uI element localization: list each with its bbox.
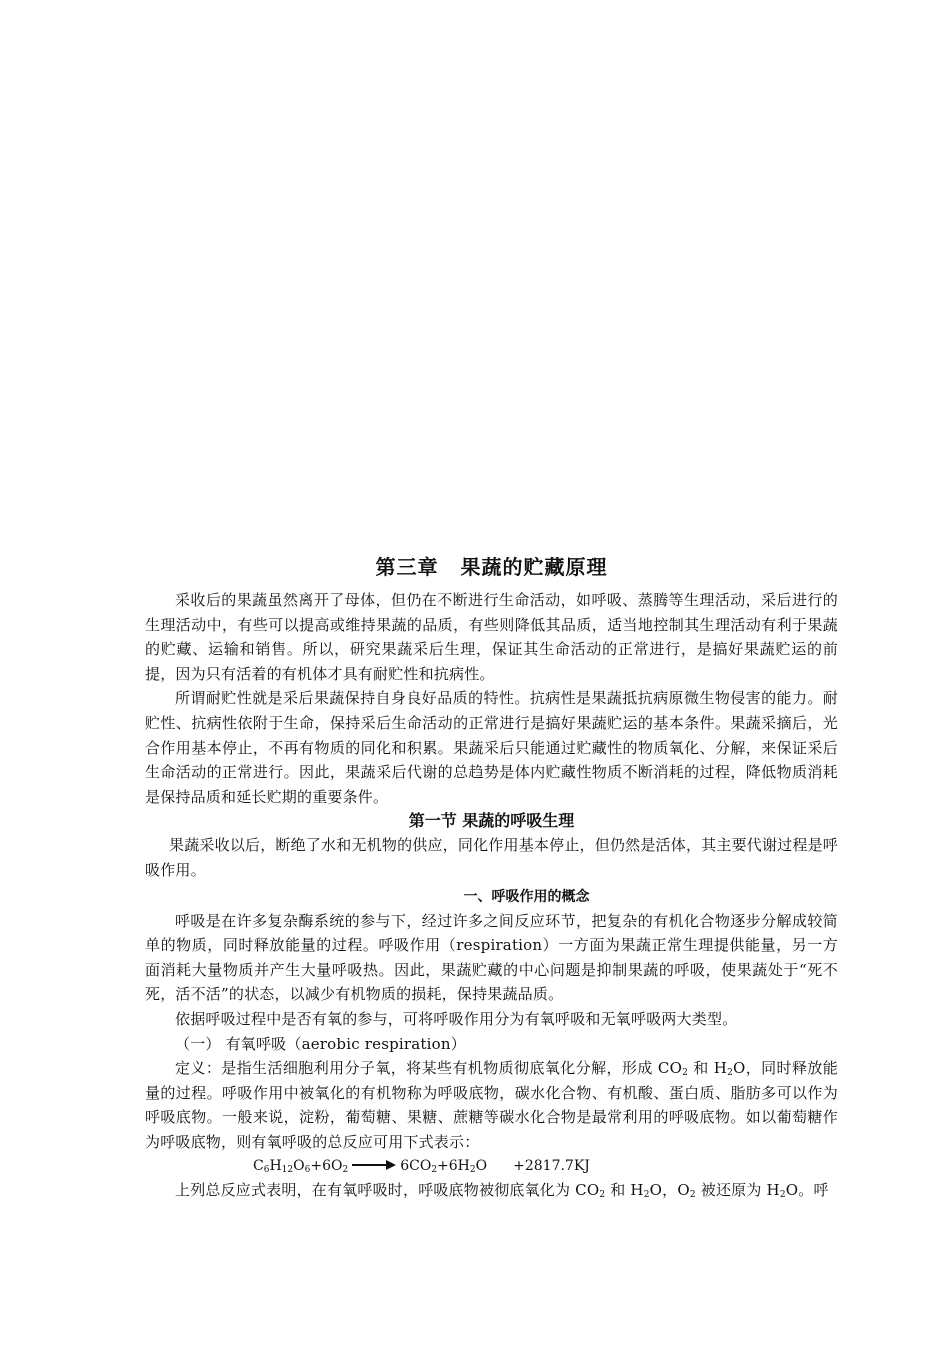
aerobic-equation [145, 1154, 838, 1178]
intro-paragraph-1: 采收后的果蔬虽然离开了母体，但仍在不断进行生命活动，如呼吸、蒸腾等生理活动，采后进行的生理活动中，有些可以提高或维持果蔬的品质，有些则降低其品质，适当地控制其生理活动有利于果蔬的贮藏、运输和销售。所以，研究果蔬采后生理，保证其生命活动的正常进行，是搞好果蔬贮运的前提，因为只有活着的有机体才具有耐贮性和抗病性。 [145, 591, 838, 683]
intro-paragraph-2: 所谓耐贮性就是采后果蔬保持自身良好品质的特性。抗病性是果蔬抵抗病原微生物侵害的能力。耐贮性、抗病性依附于生命，保持采后生命活动的正常进行是搞好果蔬贮运的基本条件。果蔬采摘后，光合作用基本停止，不再有物质的同化和积累。果蔬采后只能通过贮藏性的物质氧化、分解，来保证采后生命活动的正常进行。因此，果蔬采后代谢的总趋势是体内贮藏性物质不断消耗的过程，降低物质消耗是保持品质和延长贮期的重要条件。 [145, 689, 838, 806]
chapter-title [145, 552, 838, 582]
section-intro-paragraph: 果蔬采收以后，断绝了水和无机物的供应，同化作用基本停止，但仍然是活体，其主要代谢过程是呼吸作用。 [145, 836, 838, 879]
aerobic-heading: （一） 有氧呼吸（aerobic respiration） [175, 1034, 466, 1053]
respiration-types-paragraph: 依据呼吸过程中是否有氧的参与，可将呼吸作用分为有氧呼吸和无氧呼吸两大类型。 [175, 1009, 738, 1028]
reaction-arrow-icon [352, 1154, 396, 1178]
respiration-concept-paragraph: 呼吸是在许多复杂酶系统的参与下，经过许多之间反应环节，把复杂的有机化合物逐步分解成较简单的物质，同时释放能量的过程。呼吸作用（respiration）一方面为果蔬正常生理提供能量，另一方面消耗大量物质并产生大量呼吸热。因此，果蔬贮藏的中心问题是抑制果蔬的呼吸，使果蔬处于“死不死，活不活”的状态，以减少有机物质的损耗，保持果蔬品质。 [145, 911, 838, 1004]
chapter-name: 果蔬的贮藏原理 [460, 555, 608, 579]
subsection-title: 一、呼吸作用的概念 [463, 888, 590, 905]
aerobic-definition-paragraph: 定义：是指生活细胞利用分子氧，将某些有机物质彻底氧化分解，形成 $CO_2$ 和 $H_2O$，同时释放能量的过程。呼吸作用中被氧化的有机物称为呼吸底物，碳水化合物、有机酸、蛋白质、脂肪多可以作为呼吸底物。一般来说，淀粉，葡萄糖、果糖、蔗糖等碳水化合物是最常利用的呼吸底物。如以葡萄糖作为呼吸底物，则有氧呼吸的总反应可用下式表示： [145, 1059, 838, 1151]
equation-products: $6CO_2+6H_2O$ [400, 1158, 488, 1176]
equation-explanation-paragraph: 上列总反应式表明，在有氧呼吸时，呼吸底物被彻底氧化为 $CO_2$ 和 $H_2O$，$O_2$ 被还原为 $H_2O$。呼 [175, 1181, 829, 1201]
equation-energy: +2817.7KJ [513, 1158, 590, 1175]
section-title: 第一节 果蔬的呼吸生理 [408, 811, 575, 831]
chapter-number: 第三章 [375, 555, 439, 579]
equation-reactants: $C_6H_{12}O_6+6O_2$ [253, 1158, 349, 1176]
page-content [145, 552, 838, 1203]
